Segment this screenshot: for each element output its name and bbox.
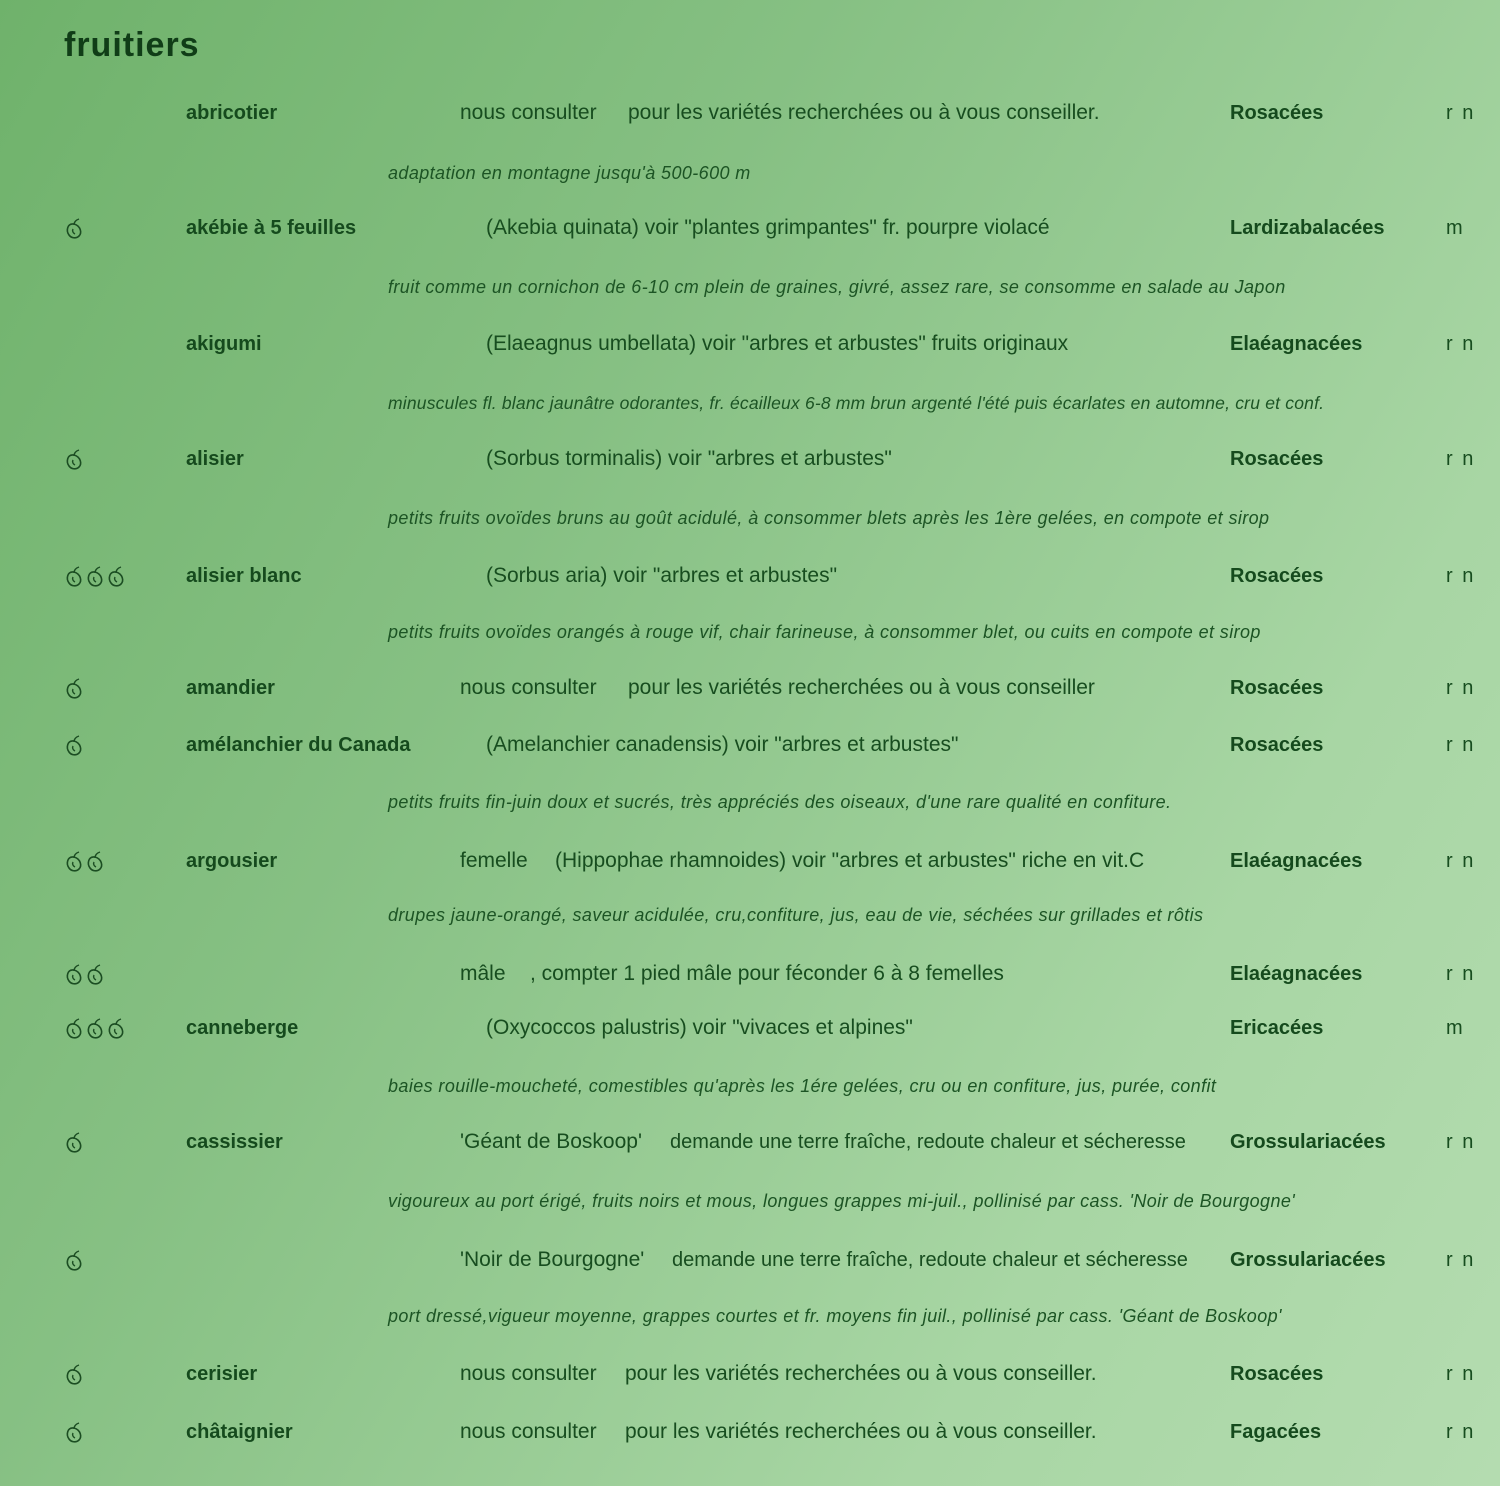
fruit-outline-icon — [64, 218, 84, 240]
plant-code: r n — [1446, 963, 1476, 985]
fruit-icon-group — [64, 735, 84, 757]
table-row — [0, 324, 1500, 364]
fruit-outline-icon — [64, 566, 84, 588]
plant-family: Grossulariacées — [1230, 1131, 1386, 1153]
fruit-icon-group — [64, 964, 105, 986]
table-row — [0, 668, 1500, 708]
plant-description: pour les variétés recherchées ou à vous conseiller. — [625, 1362, 1097, 1385]
fruit-icon-group — [64, 218, 84, 240]
plant-code: r n — [1446, 102, 1476, 124]
fruit-icon-group — [64, 1132, 84, 1154]
plant-description: (Akebia quinata) voir "plantes grimpantes" fr. pourpre violacé — [486, 216, 1050, 239]
plant-name: amélanchier du Canada — [186, 734, 411, 756]
plant-description: (Elaeagnus umbellata) voir "arbres et arbustes" fruits originaux — [486, 332, 1069, 355]
plant-family: Grossulariacées — [1230, 1249, 1386, 1271]
plant-name: argousier — [186, 850, 278, 872]
plant-family: Ericacées — [1230, 1017, 1324, 1039]
variety-label: mâle — [460, 962, 506, 985]
fruit-icon-group — [64, 851, 105, 873]
fruit-icon-group — [64, 1364, 84, 1386]
fruit-icon-group — [64, 566, 126, 588]
table-row — [0, 208, 1500, 248]
plant-description: (Oxycoccos palustris) voir "vivaces et alpines" — [486, 1016, 913, 1039]
plant-name: alisier blanc — [186, 565, 302, 587]
variety-label: nous consulter — [460, 676, 597, 699]
variety-label: 'Géant de Boskoop' — [460, 1130, 642, 1153]
plant-family: Fagacées — [1230, 1421, 1322, 1443]
plant-description: demande une terre fraîche, redoute chaleur et sécheresse — [670, 1131, 1186, 1153]
plant-name: akébie à 5 feuilles — [186, 217, 357, 239]
table-row — [0, 725, 1500, 765]
plant-family: Elaéagnacées — [1230, 850, 1363, 872]
plant-note: drupes jaune-orangé, saveur acidulée, cru,confiture, jus, eau de vie, séchées sur grillades et rôtis — [388, 905, 1204, 925]
plant-family: Rosacées — [1230, 677, 1324, 699]
table-row — [0, 841, 1500, 881]
plant-name: amandier — [186, 677, 275, 699]
fruit-icon-group — [64, 678, 84, 700]
plant-name: alisier — [186, 448, 244, 470]
plant-code: r n — [1446, 448, 1476, 470]
plant-code: r n — [1446, 677, 1476, 699]
plant-family: Elaéagnacées — [1230, 333, 1363, 355]
fruit-icon-group — [64, 1018, 126, 1040]
plant-description: (Hippophae rhamnoides) voir "arbres et arbustes" riche en vit.C — [555, 849, 1145, 872]
fruit-outline-icon — [64, 735, 84, 757]
table-row — [0, 1240, 1500, 1280]
plant-family: Elaéagnacées — [1230, 963, 1363, 985]
plant-family: Rosacées — [1230, 1363, 1324, 1385]
plant-description: , compter 1 pied mâle pour féconder 6 à 8 femelles — [530, 962, 1004, 985]
plant-note: minuscules fl. blanc jaunâtre odorantes, fr. écailleux 6-8 mm brun argenté l'été puis écarlates en automne, cru et conf. — [388, 393, 1325, 413]
fruit-outline-icon — [106, 566, 126, 588]
page-title: fruitiers — [64, 26, 200, 64]
plant-code: r n — [1446, 1363, 1476, 1385]
plant-note: baies rouille-moucheté, comestibles qu'après les 1ére gelées, cru ou en confiture, jus, purée, confit — [388, 1076, 1217, 1096]
plant-description: demande une terre fraîche, redoute chaleur et sécheresse — [672, 1249, 1188, 1271]
variety-label: femelle — [460, 849, 528, 872]
table-row — [0, 1008, 1500, 1048]
fruit-outline-icon — [64, 1132, 84, 1154]
plant-note: port dressé,vigueur moyenne, grappes courtes et fr. moyens fin juil., pollinisé par cass. 'Géant de Boskoop' — [388, 1306, 1282, 1326]
plant-code: r n — [1446, 1421, 1476, 1443]
variety-label: nous consulter — [460, 1420, 597, 1443]
plant-name: akigumi — [186, 333, 262, 355]
plant-note: petits fruits ovoïdes bruns au goût acidulé, à consommer blets après les 1ère gelées, en compote et sirop — [388, 508, 1270, 528]
plant-description: pour les variétés recherchées ou à vous conseiller — [628, 676, 1095, 699]
plant-name: châtaignier — [186, 1421, 293, 1443]
plant-code: r n — [1446, 565, 1476, 587]
variety-label: 'Noir de Bourgogne' — [460, 1248, 645, 1271]
table-row — [0, 954, 1500, 994]
fruit-icon-group — [64, 449, 84, 471]
fruit-outline-icon — [64, 1018, 84, 1040]
table-row — [0, 1122, 1500, 1162]
table-row — [0, 1354, 1500, 1394]
plant-family: Rosacées — [1230, 102, 1324, 124]
plant-note: fruit comme un cornichon de 6-10 cm plein de graines, givré, assez rare, se consomme en salade au Japon — [388, 277, 1286, 297]
fruit-outline-icon — [106, 1018, 126, 1040]
table-row — [0, 93, 1500, 133]
fruit-outline-icon — [64, 1250, 84, 1272]
plant-name: abricotier — [186, 102, 278, 124]
plant-name: cassissier — [186, 1131, 283, 1153]
plant-description: (Sorbus torminalis) voir "arbres et arbustes" — [486, 447, 892, 470]
fruit-outline-icon — [64, 1422, 84, 1444]
fruit-outline-icon — [85, 851, 105, 873]
fruit-outline-icon — [64, 1364, 84, 1386]
fruit-outline-icon — [85, 566, 105, 588]
fruit-icon-group — [64, 1422, 84, 1444]
fruit-outline-icon — [64, 964, 84, 986]
fruit-icon-group — [64, 1250, 84, 1272]
variety-label: nous consulter — [460, 101, 597, 124]
fruit-outline-icon — [64, 678, 84, 700]
plant-code: r n — [1446, 734, 1476, 756]
variety-label: nous consulter — [460, 1362, 597, 1385]
plant-note: adaptation en montagne jusqu'à 500-600 m — [388, 163, 751, 183]
plant-note: petits fruits fin-juin doux et sucrés, très appréciés des oiseaux, d'une rare qualité en confiture. — [388, 792, 1172, 812]
plant-code: m — [1446, 217, 1465, 239]
plant-name: cerisier — [186, 1363, 258, 1385]
plant-code: r n — [1446, 1131, 1476, 1153]
fruit-outline-icon — [64, 449, 84, 471]
plant-note: petits fruits ovoïdes orangés à rouge vif, chair farineuse, à consommer blet, ou cuits en compote et sirop — [388, 622, 1261, 642]
plant-family: Rosacées — [1230, 565, 1324, 587]
plant-note: vigoureux au port érigé, fruits noirs et mous, longues grappes mi-juil., pollinisé par cass. 'Noir de Bourgogne' — [388, 1191, 1296, 1211]
plant-family: Lardizabalacées — [1230, 217, 1385, 239]
table-row — [0, 1412, 1500, 1452]
plant-description: pour les variétés recherchées ou à vous conseiller. — [625, 1420, 1097, 1443]
fruit-outline-icon — [64, 851, 84, 873]
plant-description: (Amelanchier canadensis) voir "arbres et arbustes" — [486, 733, 959, 756]
plant-code: m — [1446, 1017, 1465, 1039]
table-row — [0, 439, 1500, 479]
fruit-outline-icon — [85, 964, 105, 986]
plant-description: pour les variétés recherchées ou à vous conseiller. — [628, 101, 1100, 124]
plant-name: canneberge — [186, 1017, 299, 1039]
plant-description: (Sorbus aria) voir "arbres et arbustes" — [486, 564, 838, 587]
table-row — [0, 556, 1500, 596]
plant-code: r n — [1446, 1249, 1476, 1271]
plant-family: Rosacées — [1230, 448, 1324, 470]
plant-code: r n — [1446, 850, 1476, 872]
fruit-outline-icon — [85, 1018, 105, 1040]
plant-code: r n — [1446, 333, 1476, 355]
plant-family: Rosacées — [1230, 734, 1324, 756]
